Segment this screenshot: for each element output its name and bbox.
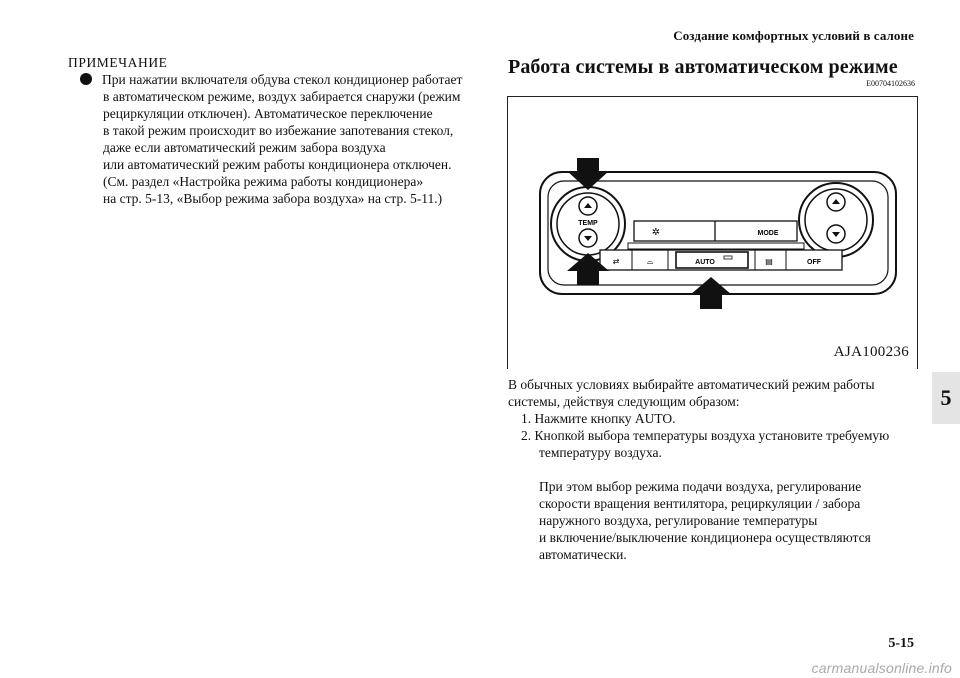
page-number: 5-15 [888,636,914,651]
note-line: рециркуляции отключен). Автоматическое переключение [103,106,433,121]
note-line [80,71,480,88]
note-line: в такой режим происходит во избежание запотевания стекол, [103,123,454,138]
result-line: скорости вращения вентилятора, рециркуляции / забора [539,496,861,511]
intro-line: В обычных условиях выбирайте автоматический режим работы [508,377,875,392]
result-line: При этом выбор режима подачи воздуха, регулирование [539,479,862,494]
running-header: Создание комфортных условий в салоне [673,28,914,43]
note-text: При нажатии включателя обдува стекол кондиционер работает [102,72,463,87]
climate-panel-illustration [508,97,919,370]
rear-defog-icon: ▤ [765,257,773,266]
figure-caption: AJA100236 [833,344,909,360]
control-panel-figure [507,96,918,369]
step-1: 1. Нажмите кнопку AUTO. [521,411,676,426]
ac-icon: ✲ [651,227,661,238]
note-line: в автоматическом режиме, воздух забирается снаружи (режим [103,89,461,104]
temp-label: TEMP [578,220,598,227]
result-line: и включение/выключение кондиционера осуществляются [539,530,871,545]
note-title: ПРИМЕЧАНИЕ [68,55,168,70]
intro-line: системы, действуя следующим образом: [508,394,740,409]
arrow-down-icon [567,158,609,190]
result-line: автоматически. [539,547,627,562]
note-line: или автоматический режим работы кондиционера отключен. [103,157,452,172]
note-line: на стр. 5-13, «Выбор режима забора воздуха» на стр. 5-11.) [103,191,443,206]
windshield-defog-icon: ⌓ [646,257,654,266]
recirculation-icon: ⇄ [612,257,620,266]
paragraph-gap [508,461,928,478]
step-2-continuation: температуру воздуха. [539,445,662,460]
result-line: наружного воздуха, регулирование температуры [539,513,818,528]
instructions [508,376,928,563]
note-line: даже если автоматический режим забора воздуха [103,140,386,155]
note-line: (См. раздел «Настройка режима работы кондиционера» [103,174,424,189]
mode-label: MODE [757,230,779,237]
section-title: Работа системы в автоматическом режиме [508,56,898,78]
step-2: 2. Кнопкой выбора температуры воздуха установите требуемую [521,428,890,443]
bullet-icon [80,73,92,85]
arrow-up-icon [690,277,732,309]
off-label: OFF [807,259,821,266]
section-code: E00704102636 [866,79,915,88]
note-body [80,71,480,207]
chapter-tab: 5 [932,372,960,424]
auto-label: AUTO [695,259,715,266]
watermark: carmanualsonline.info [811,660,952,676]
panel-strip [628,243,804,249]
